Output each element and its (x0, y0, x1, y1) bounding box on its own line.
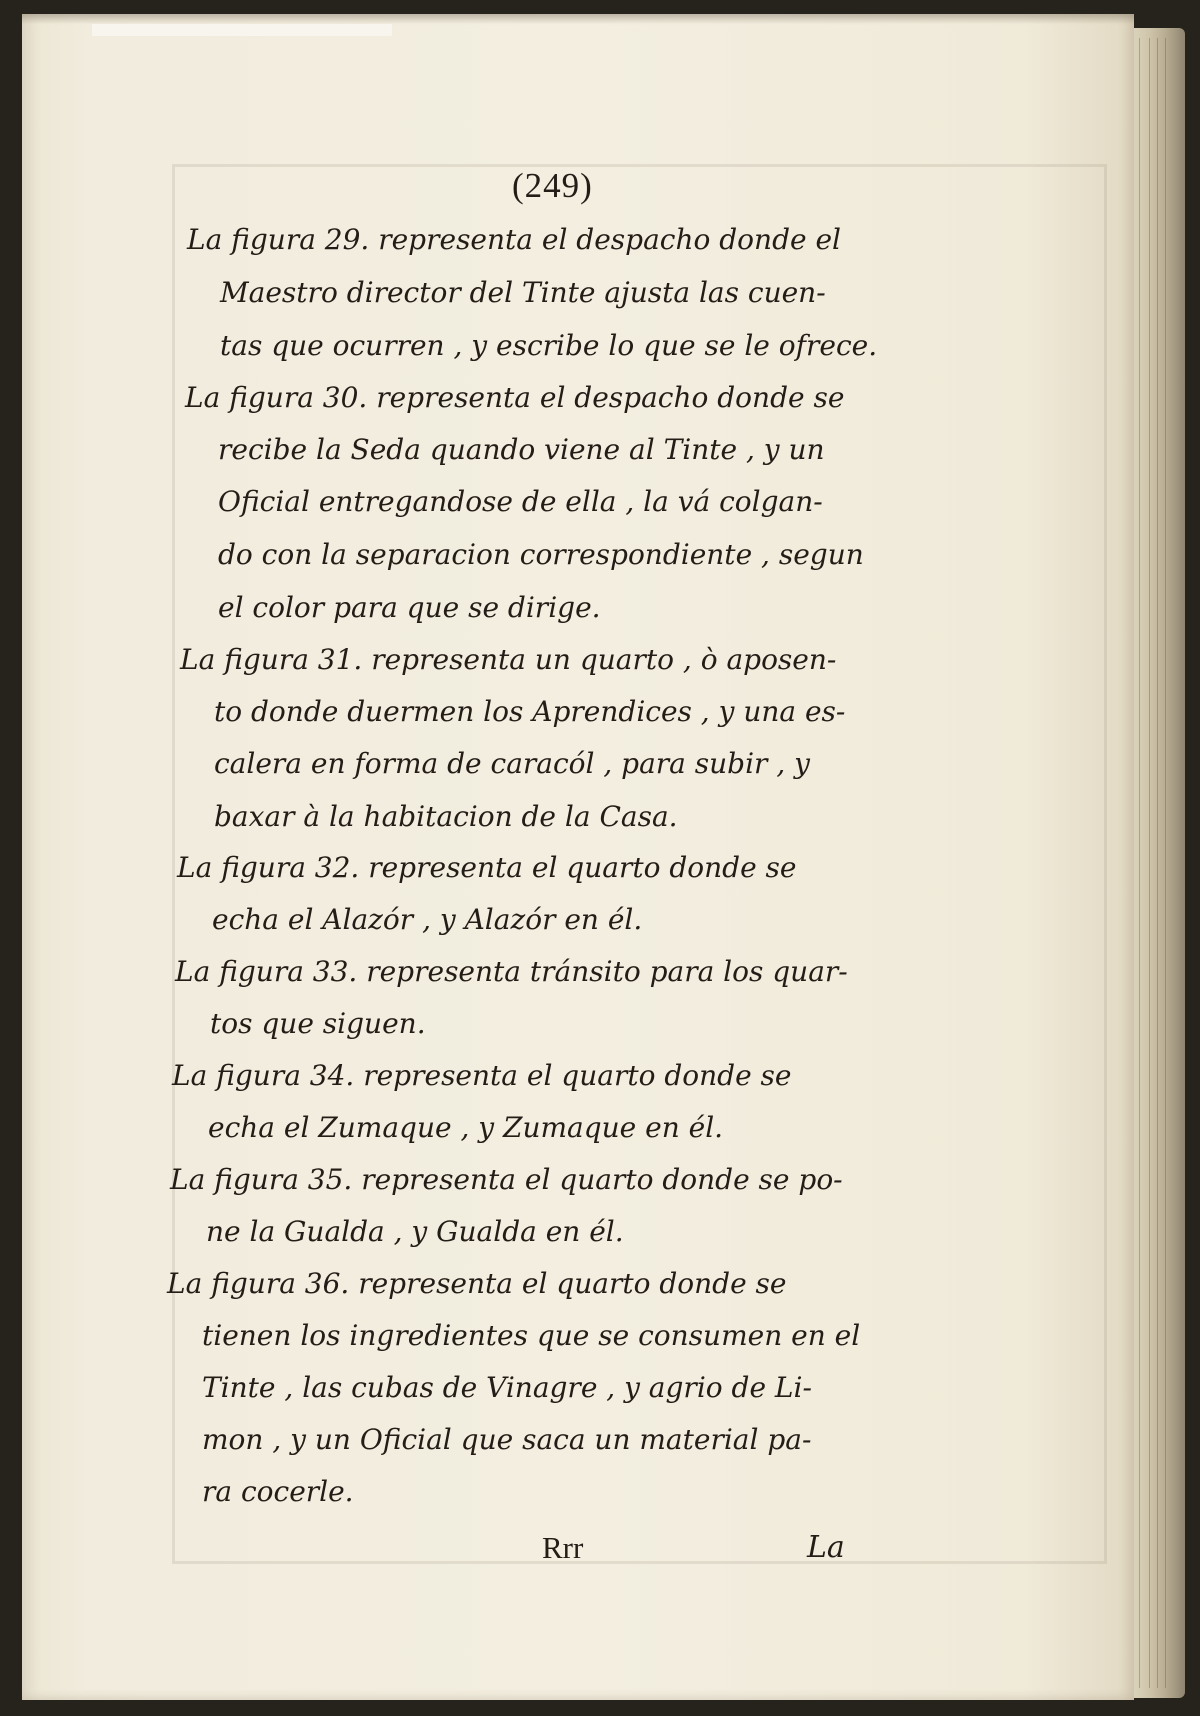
text-line: echa el Alazór , y Alazór en él. (212, 903, 643, 936)
text-line: La figura 35. representa el quarto donde se po- (170, 1163, 843, 1196)
text-line: La figura 36. representa el quarto donde se (167, 1267, 787, 1300)
text-line: echa el Zumaque , y Zumaque en él. (208, 1111, 724, 1144)
page-number: (249) (512, 166, 593, 205)
text-line: Maestro director del Tinte ajusta las cuen- (220, 276, 826, 309)
text-line: el color para que se dirige. (218, 591, 601, 624)
page-sheet (22, 14, 1134, 1700)
text-line: do con la separacion correspondiente , segun (218, 538, 864, 571)
text-line: mon , y un Oficial que saca un material pa- (202, 1423, 812, 1456)
text-line: baxar à la habitacion de la Casa. (214, 800, 678, 833)
text-line: ne la Gualda , y Gualda en él. (206, 1215, 624, 1248)
text-line: La figura 29. representa el despacho donde el (187, 223, 841, 256)
text-line: tas que ocurren , y escribe lo que se le ofrece. (220, 329, 878, 362)
text-line: tienen los ingredientes que se consumen en el (202, 1319, 861, 1352)
text-line: La figura 32. representa el quarto donde se (177, 851, 797, 884)
catchword: La (807, 1530, 845, 1565)
text-line: Tinte , las cubas de Vinagre , y agrio de Li- (202, 1371, 812, 1404)
text-line: recibe la Seda quando viene al Tinte , y un (218, 433, 825, 466)
signature-mark: Rrr (542, 1530, 584, 1565)
text-block (22, 14, 1134, 1700)
text-line: La figura 31. representa un quarto , ò aposen- (180, 643, 837, 676)
text-line: calera en forma de caracól , para subir , y (214, 747, 810, 780)
text-line: tos que siguen. (210, 1007, 426, 1040)
text-line: La figura 33. representa tránsito para los quar- (175, 955, 848, 988)
text-line: La figura 34. representa el quarto donde se (172, 1059, 792, 1092)
text-line: La figura 30. representa el despacho donde se (185, 381, 845, 414)
text-line: Oficial entregandose de ella , la vá colgan- (218, 485, 823, 518)
text-line: to donde duermen los Aprendices , y una es- (214, 695, 846, 728)
text-line: ra cocerle. (202, 1475, 354, 1508)
